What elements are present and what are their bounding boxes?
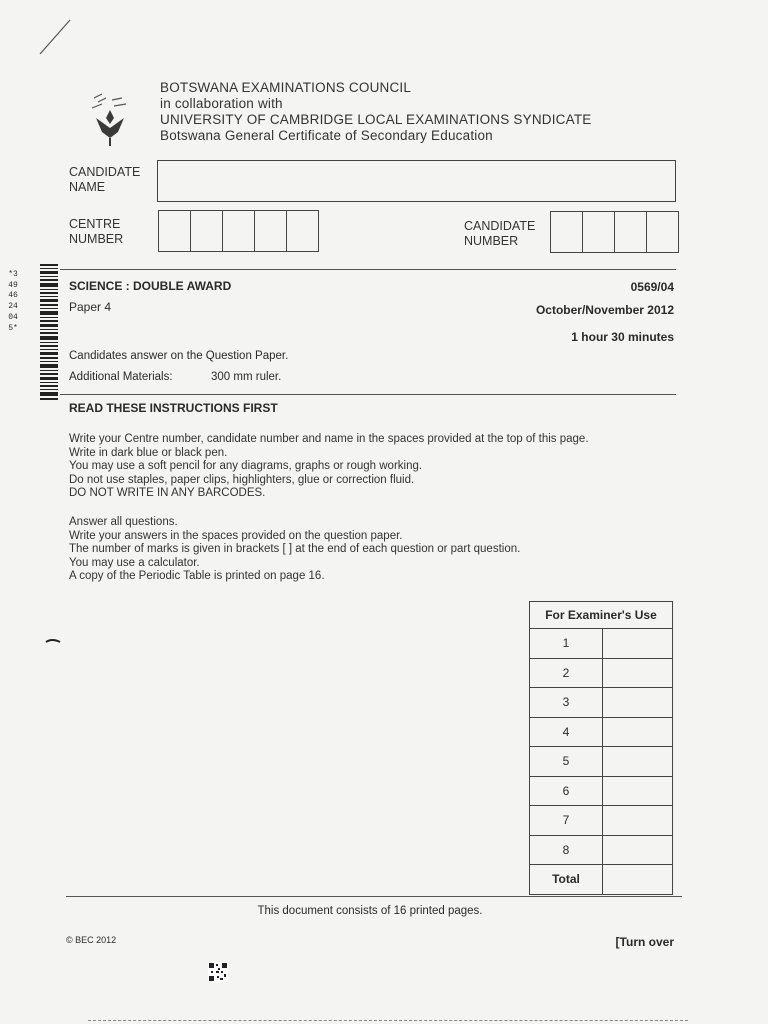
- instruction-line: Write your Centre number, candidate number and name in the spaces provided at the top of this page.: [69, 433, 589, 445]
- pen-mark: [34, 18, 74, 58]
- question-number: 4: [530, 717, 603, 747]
- question-number: 3: [530, 688, 603, 718]
- instructions-block-1: [69, 433, 589, 501]
- instruction-line: Answer all questions.: [69, 516, 178, 528]
- divider: [60, 269, 676, 270]
- mark-cell[interactable]: [603, 747, 673, 777]
- header-university: UNIVERSITY OF CAMBRIDGE LOCAL EXAMINATIONS SYNDICATE: [160, 112, 592, 127]
- answer-note: Candidates answer on the Question Paper.: [69, 350, 289, 362]
- materials-label: Additional Materials:: [69, 371, 173, 383]
- header-collab: in collaboration with: [160, 96, 283, 111]
- mark-cell[interactable]: [603, 629, 673, 659]
- instruction-line: A copy of the Periodic Table is printed on page 16.: [69, 570, 325, 582]
- instruction-line: You may use a calculator.: [69, 556, 200, 569]
- turn-over: [Turn over: [615, 935, 674, 949]
- candidate-name-field[interactable]: [157, 160, 676, 202]
- mark-cell[interactable]: [603, 717, 673, 747]
- examiner-table-title: For Examiner's Use: [530, 602, 673, 629]
- mark-cell[interactable]: [603, 835, 673, 865]
- candidate-number-label: CANDIDATE NUMBER: [464, 219, 536, 248]
- mark-cell[interactable]: [603, 688, 673, 718]
- centre-number-field[interactable]: [158, 210, 319, 252]
- header-certificate: Botswana General Certificate of Secondary Education: [160, 128, 493, 143]
- examiner-use-table: [529, 601, 673, 895]
- divider: [60, 394, 676, 395]
- mark-cell[interactable]: [603, 658, 673, 688]
- pages-note: This document consists of 16 printed pages.: [257, 905, 483, 917]
- candidate-name-label: CANDIDATE NAME: [69, 165, 141, 194]
- mark-cell[interactable]: [603, 806, 673, 836]
- qr-code-icon: [208, 962, 228, 982]
- question-number: 7: [530, 806, 603, 836]
- instruction-line: DO NOT WRITE IN ANY BARCODES.: [69, 487, 266, 499]
- exam-session: October/November 2012: [535, 303, 674, 317]
- materials-value: 300 mm ruler.: [211, 371, 282, 383]
- header-council: BOTSWANA EXAMINATIONS COUNCIL: [160, 80, 412, 95]
- bec-logo-icon: [88, 88, 132, 148]
- paper-number: Paper 4: [69, 300, 112, 314]
- exam-duration: 1 hour 30 minutes: [571, 330, 674, 344]
- instructions-block-2: [69, 516, 520, 584]
- total-label: Total: [530, 865, 603, 895]
- copyright: © BEC 2012: [66, 935, 117, 945]
- exam-header: [160, 80, 591, 144]
- question-number: 5: [530, 747, 603, 777]
- instruction-line: The number of marks is given in brackets [ ] at the end of each question or part question.: [69, 543, 521, 555]
- instruction-line: Write your answers in the spaces provided on the question paper.: [69, 529, 403, 542]
- instruction-line: You may use a soft pencil for any diagrams, graphs or rough working.: [69, 460, 423, 472]
- subject-title: SCIENCE : DOUBLE AWARD: [69, 279, 232, 293]
- barcode: [30, 262, 60, 402]
- instruction-line: Do not use staples, paper clips, highlighters, glue or correction fluid.: [69, 473, 415, 486]
- barcode-digits: *3494624045*: [8, 270, 18, 333]
- divider: [66, 896, 682, 897]
- question-number: 2: [530, 658, 603, 688]
- candidate-number-field[interactable]: [550, 211, 679, 253]
- question-number: 8: [530, 835, 603, 865]
- question-number: 6: [530, 776, 603, 806]
- total-cell[interactable]: [603, 865, 673, 895]
- question-number: 1: [530, 629, 603, 659]
- scan-edge: [88, 1020, 688, 1021]
- instructions-heading: READ THESE INSTRUCTIONS FIRST: [69, 401, 278, 415]
- centre-number-label: CENTRE NUMBER: [69, 217, 124, 246]
- paper-code: 0569/04: [630, 280, 674, 294]
- mark-cell[interactable]: [603, 776, 673, 806]
- pen-mark: [44, 636, 64, 646]
- instruction-line: Write in dark blue or black pen.: [69, 446, 228, 459]
